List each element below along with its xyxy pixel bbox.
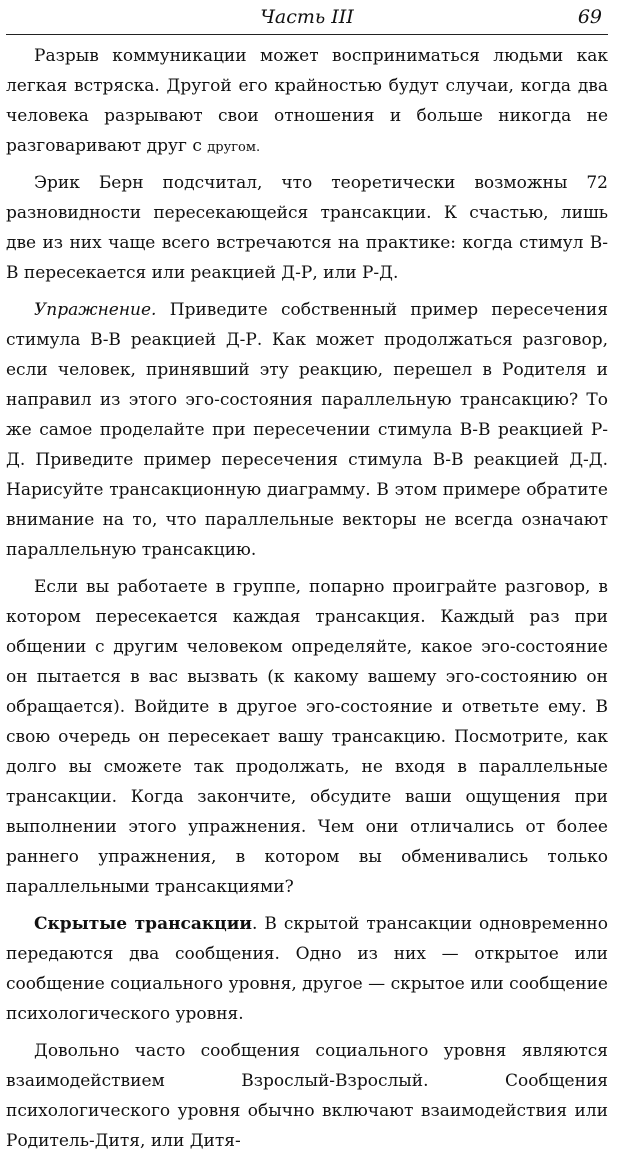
- paragraph-4: [6, 572, 608, 902]
- paragraph-3: [6, 295, 608, 565]
- exercise-lead: Упражнение.: [34, 300, 157, 320]
- paragraph-5: [6, 909, 608, 1029]
- paragraph-text: Эрик Берн подсчитал, что теоретически возможны 72 разновидности пересекающейся трансакции. К счастью, лишь две из них чаще всего встречаются на практике: когда стимул В-В пересекается или реакцией Д-Р, или Р-Д.: [6, 173, 608, 283]
- page-body: [6, 35, 608, 1156]
- paragraph-tail: другом.: [207, 140, 261, 155]
- paragraph-text: Приведите собственный пример пересечения стимула В-В реакцией Д-Р. Как может продолжаться разговор, если человек, принявший эту реакцию, перешел в Родителя и направил из этого эго-состояния параллельную трансакцию? То же самое проделайте при пересечении стимула В-В реакцией Р-Д. Приведите пример пересечения стимула В-В реакцией Д-Д. Нарисуйте трансакционную диаграмму. В этом примере обратите внимание на то, что параллельные векторы не всегда означают параллельную трансакцию.: [6, 300, 608, 560]
- paragraph-6: [6, 1036, 608, 1156]
- section-lead: Скрытые трансакции: [34, 914, 252, 934]
- paragraph-1: [6, 41, 608, 163]
- paragraph-2: [6, 168, 608, 288]
- chapter-title: Часть III: [260, 6, 354, 28]
- paragraph-text: Разрыв коммуникации может восприниматься людьми как легкая встряска. Другой его крайностью будут случаи, когда два человека разрывают свои отношения и больше никогда не разговаривают друг с: [6, 46, 608, 156]
- paragraph-text: Если вы работаете в группе, попарно проиграйте разговор, в котором пересекается каждая трансакция. Каждый раз при общении с другим человеком определяйте, какое эго-состояние он пытается в вас вызвать (к какому вашему эго-состоянию он обращается). Войдите в другое эго-состояние и ответьте ему. В свою очередь он пересекает вашу трансакцию. Посмотрите, как долго вы сможете так продолжать, не входя в параллельные трансакции. Когда закончите, обсудите ваши ощущения при выполнении этого упражнения. Чем они отличались от более раннего упражнения, в котором вы обменивались только параллельными трансакциями?: [6, 577, 608, 897]
- page-number: 69: [577, 6, 602, 28]
- paragraph-text: . В скрытой трансакции одновременно передаются два сообщения. Одно из них — открытое или сообщение социального уровня, другое — скрытое или сообщение психологического уровня.: [6, 914, 608, 1024]
- running-header: [6, 0, 608, 35]
- paragraph-text: Довольно часто сообщения социального уровня являются взаимодействием Взрослый-Взрослый. Сообщения психологического уровня обычно включают взаимодействия или Родитель-Дитя, или Дитя-: [6, 1041, 608, 1151]
